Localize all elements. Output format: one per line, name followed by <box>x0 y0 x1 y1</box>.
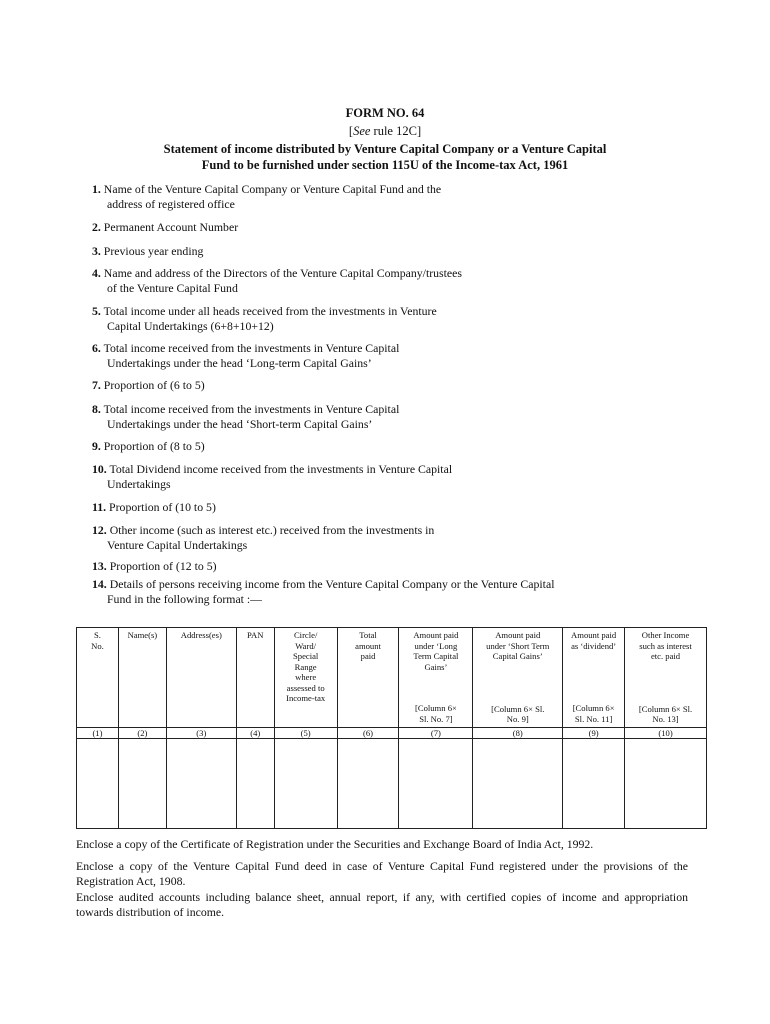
header-ltcg-label: Amount paid under ‘Long Term Capital Gains’ <box>413 630 459 672</box>
table-cell[interactable] <box>563 739 625 829</box>
header-circle-ward: Circle/ Ward/ Special Range where assessed to Income-tax <box>274 628 337 728</box>
header-dividend-label: Amount paid as ‘dividend’ <box>571 630 617 651</box>
item-text: Total income received from the investments in Venture Capital <box>100 402 400 416</box>
form-item-13 <box>92 559 468 574</box>
footer-note-3: Enclose audited accounts including balance sheet, annual report, if any, with certified copies of income and appropriation towards distribution of income. <box>76 890 688 919</box>
distribution-details-table <box>76 627 707 829</box>
table-cell[interactable] <box>625 739 707 829</box>
col-num: (4) <box>236 727 274 739</box>
form-item-12 <box>92 523 468 553</box>
form-item-6 <box>92 341 468 371</box>
item-text-cont: Capital Undertakings (6+8+10+12) <box>107 319 274 333</box>
item-number: 10. <box>92 462 107 476</box>
item-text: Total income received from the investments in Venture Capital <box>100 341 400 355</box>
form-item-11 <box>92 500 468 515</box>
item-number: 11. <box>92 500 107 514</box>
item-text: Proportion of (6 to 5) <box>100 378 205 392</box>
table-cell[interactable] <box>118 739 166 829</box>
rule-bracket: [ <box>348 124 354 138</box>
item-number: 3. <box>92 244 101 258</box>
table-cell[interactable] <box>274 739 337 829</box>
header-stcg <box>473 628 563 728</box>
col-num: (3) <box>166 727 236 739</box>
col-num: (9) <box>563 727 625 739</box>
form-item-7 <box>92 378 468 393</box>
item-text-cont: Venture Capital Undertakings <box>107 538 248 552</box>
header-other-ref: [Column 6× Sl. No. 13] <box>638 703 693 724</box>
col-num: (5) <box>274 727 337 739</box>
item-text-cont: address of registered office <box>107 197 235 211</box>
subtitle-line-2: Fund to be furnished under section 115U of the Income-tax Act, 1961 <box>201 158 569 172</box>
form-item-14 <box>92 577 592 607</box>
table-column-number-row <box>77 727 707 739</box>
form-rule-reference <box>0 124 770 139</box>
footer-note-1: Enclose a copy of the Certificate of Registration under the Securities and Exchange Board of India Act, 1992. <box>76 837 594 851</box>
form-item-8 <box>92 402 468 432</box>
rule-see: See <box>353 124 371 138</box>
header-other-income <box>625 628 707 728</box>
header-dividend <box>563 628 625 728</box>
item-number: 13. <box>92 559 107 573</box>
item-number: 1. <box>92 182 101 196</box>
item-text: Other income (such as interest etc.) received from the investments in <box>106 523 435 537</box>
header-total-amount: Total amount paid <box>337 628 399 728</box>
item-text: Proportion of (8 to 5) <box>100 439 205 453</box>
header-ltcg <box>399 628 473 728</box>
col-num: (2) <box>118 727 166 739</box>
item-text-cont: Undertakings under the head ‘Short-term Capital Gains’ <box>107 417 373 431</box>
form-subtitle <box>0 141 770 173</box>
header-ltcg-ref: [Column 6× Sl. No. 7] <box>414 703 457 724</box>
form-item-9 <box>92 439 468 454</box>
item-number: 7. <box>92 378 101 392</box>
subtitle-line-1: Statement of income distributed by Venture Capital Company or a Venture Capital <box>163 142 607 156</box>
item-number: 12. <box>92 523 107 537</box>
col-num: (7) <box>399 727 473 739</box>
footer-note-2: Enclose a copy of the Venture Capital Fund deed in case of Venture Capital Fund registered under the provisions of the Registration Act, 1908. <box>76 859 688 888</box>
item-text: Proportion of (12 to 5) <box>106 559 217 573</box>
col-num: (6) <box>337 727 399 739</box>
col-num: (10) <box>625 727 707 739</box>
form-item-1 <box>92 182 468 212</box>
table-cell[interactable] <box>236 739 274 829</box>
col-num: (8) <box>473 727 563 739</box>
rule-text: rule 12C] <box>370 124 422 138</box>
header-addresses: Address(es) <box>166 628 236 728</box>
item-text: Details of persons receiving income from the Venture Capital Company or the Venture Capital <box>106 577 555 591</box>
item-text: Total Dividend income received from the investments in Venture Capital <box>106 462 453 476</box>
item-text-cont: Fund in the following format :— <box>107 592 262 606</box>
table-cell[interactable] <box>77 739 119 829</box>
form-item-5 <box>92 304 468 334</box>
item-number: 6. <box>92 341 101 355</box>
header-other-label: Other Income such as interest etc. paid <box>639 630 692 661</box>
table-cell[interactable] <box>473 739 563 829</box>
item-number: 9. <box>92 439 101 453</box>
form-title: FORM NO. 64 <box>345 106 425 120</box>
item-number: 5. <box>92 304 101 318</box>
header-s-no: S. No. <box>77 628 119 728</box>
item-text: Previous year ending <box>100 244 204 258</box>
item-text: Proportion of (10 to 5) <box>106 500 216 514</box>
item-text: Total income under all heads received from the investments in Venture <box>100 304 437 318</box>
table-header-row <box>77 628 707 728</box>
header-names: Name(s) <box>118 628 166 728</box>
table-cell[interactable] <box>337 739 399 829</box>
item-text: Name of the Venture Capital Company or Venture Capital Fund and the <box>100 182 442 196</box>
item-number: 14. <box>92 577 107 591</box>
table-cell[interactable] <box>399 739 473 829</box>
item-text-cont: of the Venture Capital Fund <box>107 281 238 295</box>
item-number: 2. <box>92 220 101 234</box>
header-dividend-ref: [Column 6× Sl. No. 11] <box>572 703 615 724</box>
form-item-4 <box>92 266 468 296</box>
item-number: 8. <box>92 402 101 416</box>
item-text: Name and address of the Directors of the Venture Capital Company/trustees <box>100 266 462 280</box>
item-number: 4. <box>92 266 101 280</box>
table-row <box>77 739 707 829</box>
item-text: Permanent Account Number <box>100 220 239 234</box>
form-item-2 <box>92 220 468 235</box>
header-stcg-label: Amount paid under ‘Short Term Capital Gains’ <box>486 630 550 661</box>
form-item-10 <box>92 462 468 492</box>
header-stcg-ref: [Column 6× Sl. No. 9] <box>491 703 545 724</box>
header-pan: PAN <box>236 628 274 728</box>
item-text-cont: Undertakings <box>107 477 171 491</box>
col-num: (1) <box>77 727 119 739</box>
form-item-3 <box>92 244 468 259</box>
table-cell[interactable] <box>166 739 236 829</box>
item-text-cont: Undertakings under the head ‘Long-term Capital Gains’ <box>107 356 372 370</box>
